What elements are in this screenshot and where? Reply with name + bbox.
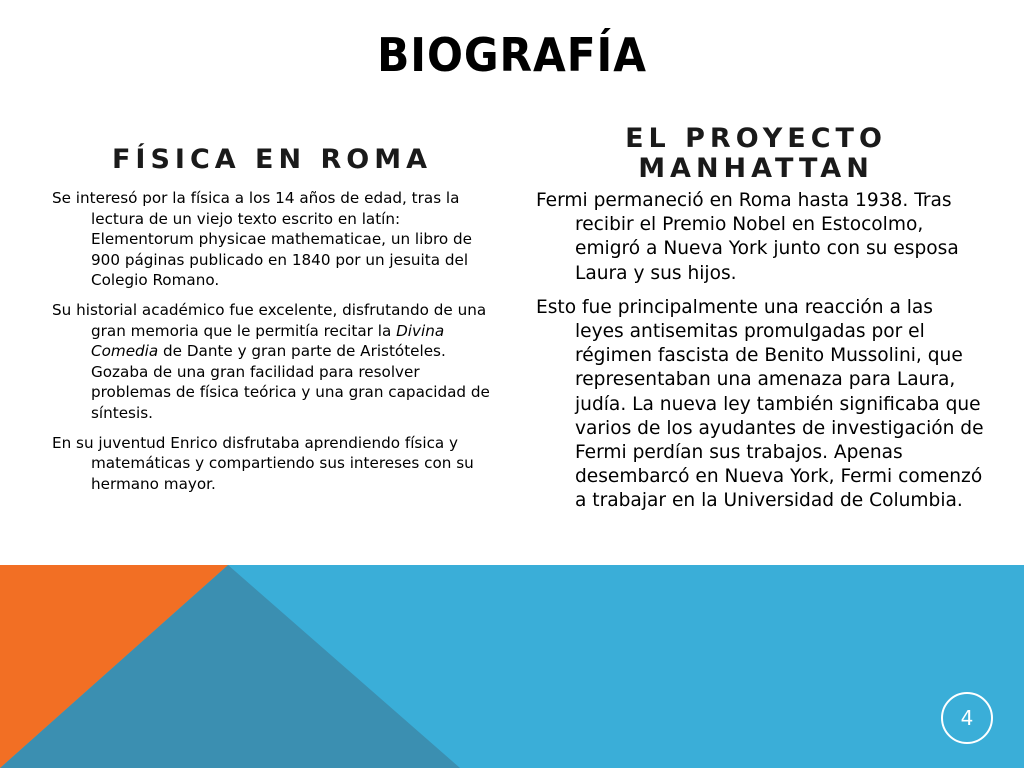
slide-title: BIOGRAFÍA	[377, 28, 647, 82]
page-number-badge	[941, 692, 993, 744]
left-paragraph-2-italic-title: Divina Comedia	[91, 321, 445, 361]
left-paragraph-2-text-after: de Dante y gran parte de Aristóteles. Gozaba de una gran facilidad para resolver problemas de física teórica y una gran capacidad de síntesis.	[91, 342, 490, 422]
right-heading-line-1: EL PROYECTO	[625, 123, 887, 154]
right-paragraph-2: Esto fue principalmente una reacción a las leyes antisemitas promulgadas por el régimen fascista de Benito Mussolini, que representaban una amenaza para Laura, judía. La nueva ley también significaba que varios de los ayudantes de investigación de Fermi perdían sus trabajos. Apenas desembarcó en Nueva York, Fermi comenzó a trabajar en la Universidad de Columbia.	[536, 296, 984, 512]
left-column-heading: FÍSICA EN ROMA	[111, 144, 433, 175]
page-number: 4	[960, 706, 974, 730]
right-column-heading	[536, 124, 976, 184]
left-paragraph-2-text-before: Su historial académico fue excelente, disfrutando de una gran memoria que le permitía recitar la	[52, 300, 487, 340]
left-column-body	[52, 188, 502, 494]
left-paragraph-1: Se interesó por la física a los 14 años de edad, tras la lectura de un viejo texto escrito en latín: Elementorum physicae mathematicae, un libro de 900 páginas publicado en 1840 por un jesuita del Colegio Romano.	[52, 189, 473, 290]
right-paragraph-1: Fermi permaneció en Roma hasta 1938. Tras recibir el Premio Nobel en Estocolmo, emigró a Nueva York junto con su esposa Laura y sus hijos.	[536, 190, 959, 284]
right-column-body	[536, 189, 986, 514]
left-paragraph-3: En su juventud Enrico disfrutaba aprendiendo física y matemáticas y compartiendo sus intereses con su hermano mayor.	[52, 433, 474, 493]
decorative-color-band	[0, 565, 1024, 768]
right-heading-line-2: MANHATTAN	[638, 153, 874, 184]
left-paragraph-2	[52, 300, 502, 424]
